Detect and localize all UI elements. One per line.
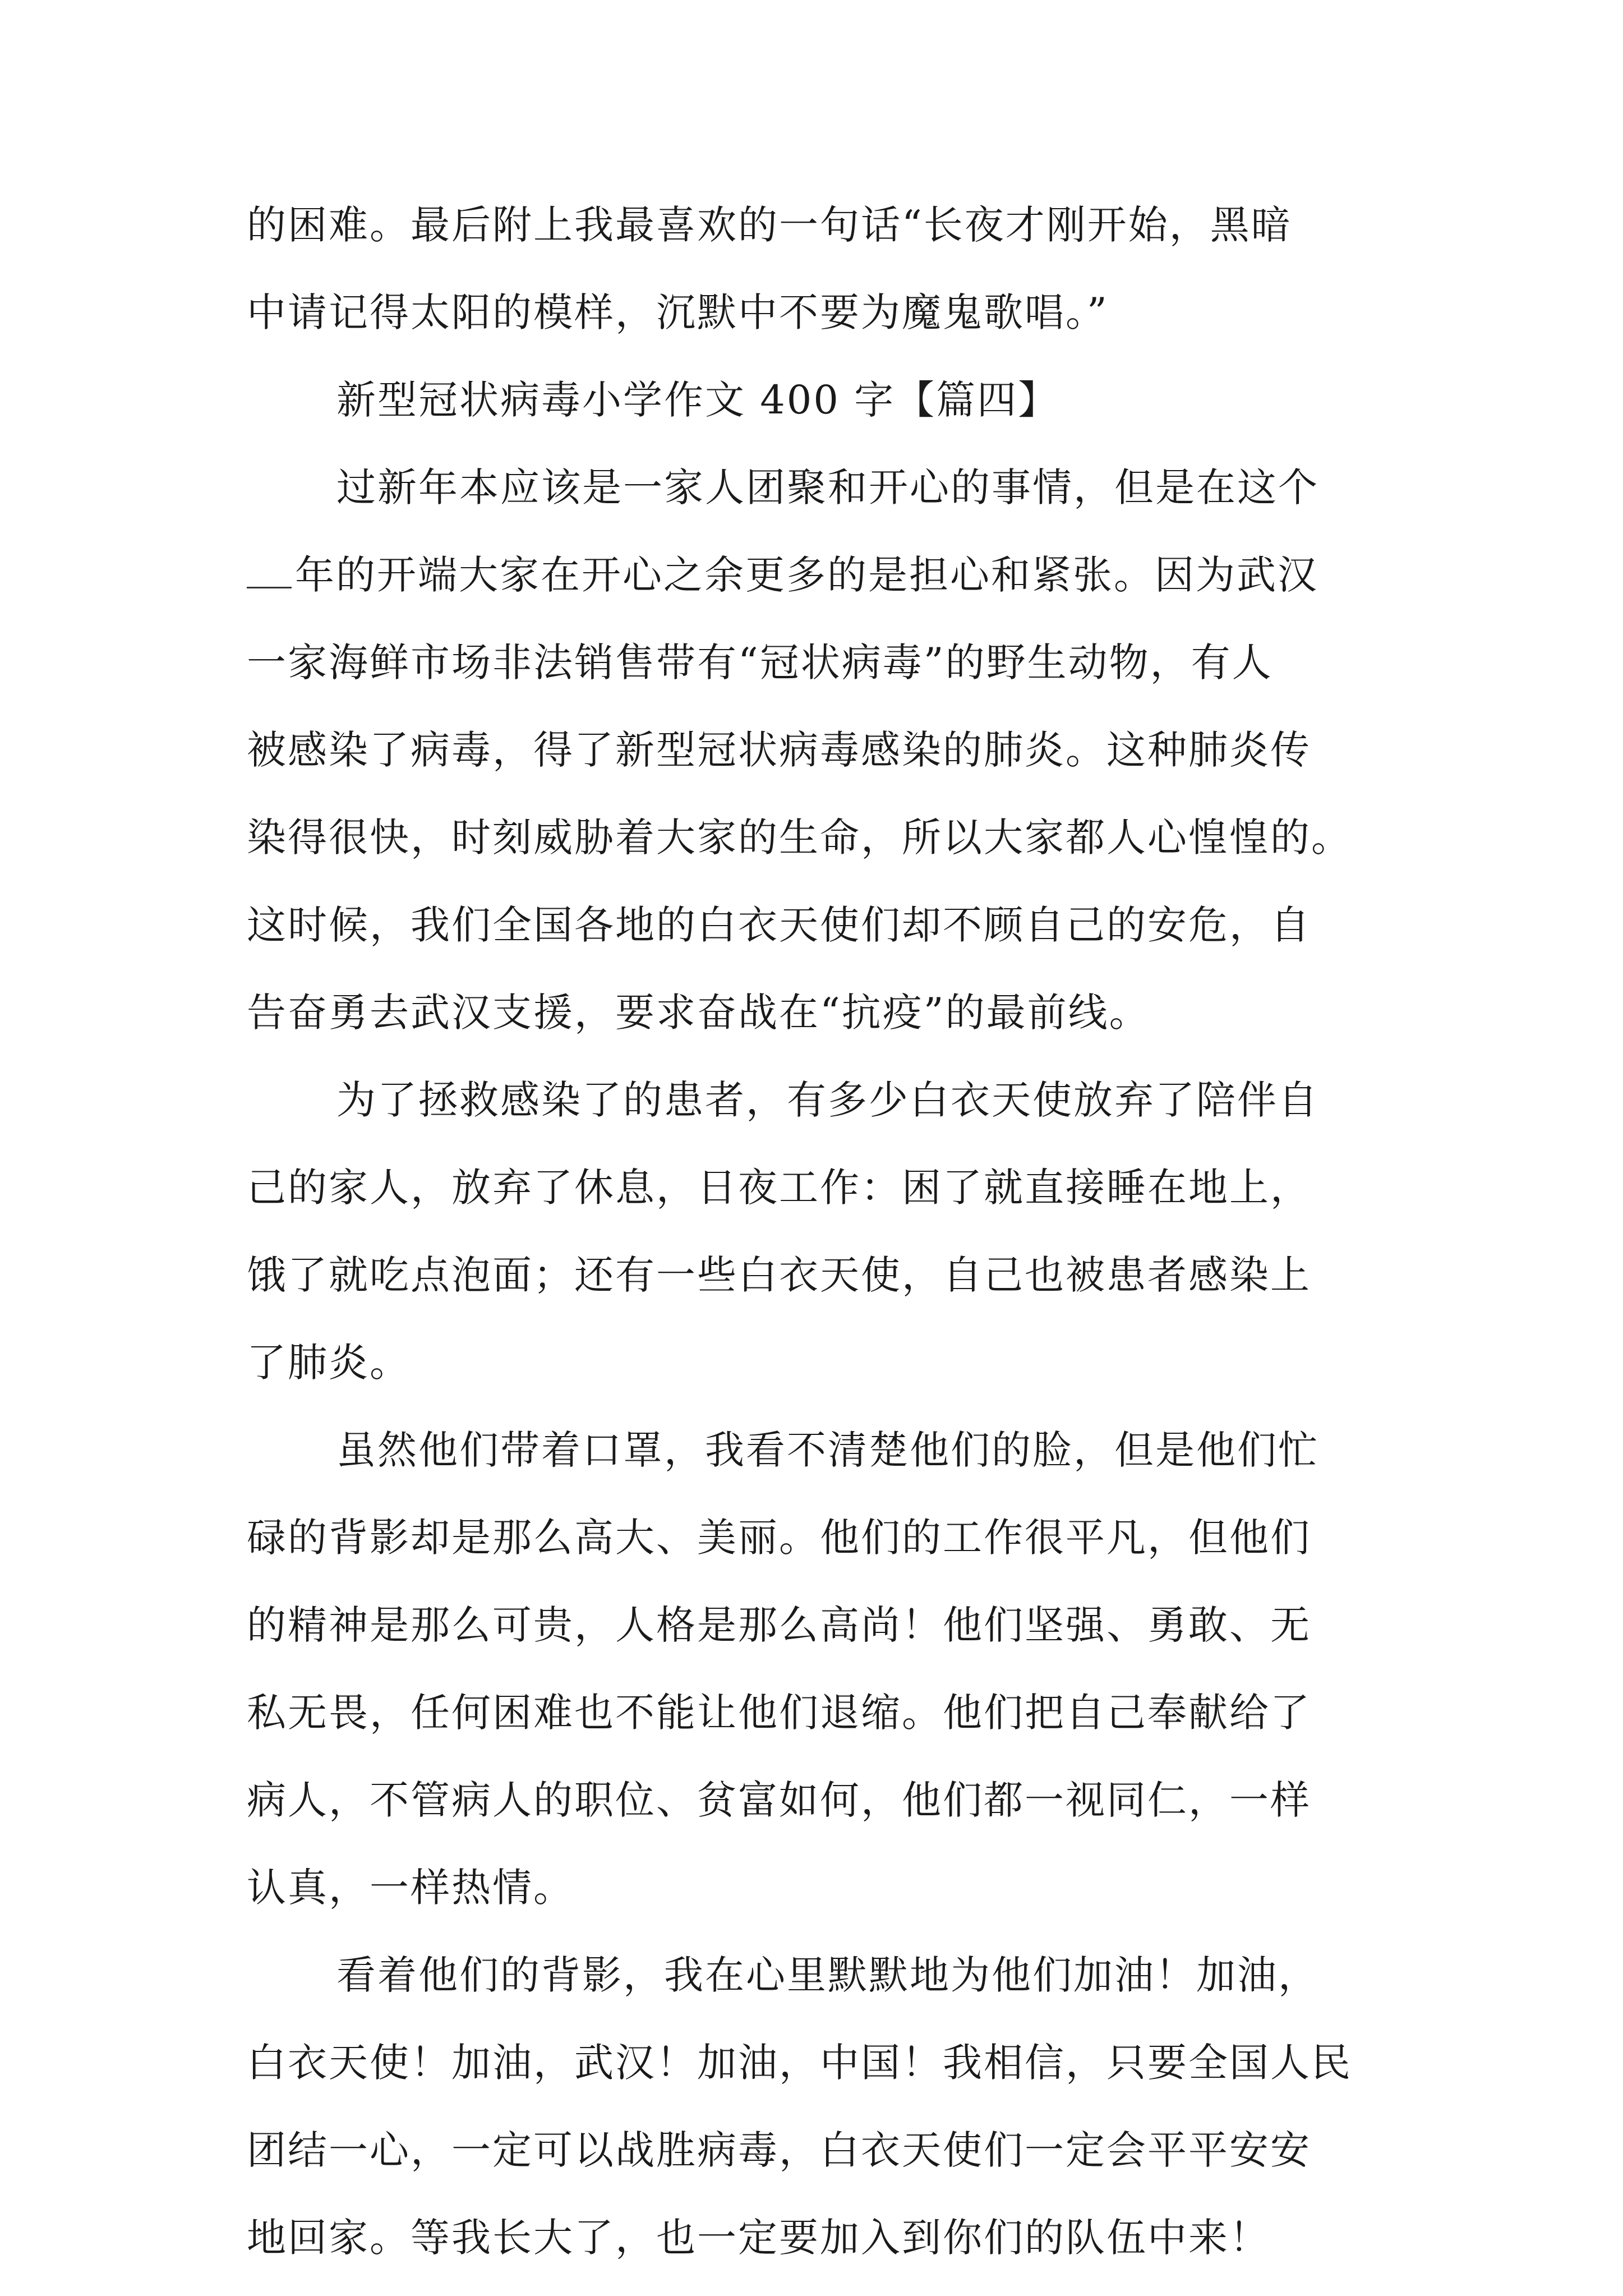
text-line: 私无畏，任何困难也不能让他们退缩。他们把自己奉献给了 (247, 1690, 1311, 1736)
text-line: 碌的背影却是那么高大、美丽。他们的工作很平凡，但他们 (247, 1515, 1311, 1561)
text-line: 一家海鲜市场非法销售带有“冠状病毒”的野生动物，有人 (247, 639, 1273, 685)
text-line: 被感染了病毒，得了新型冠状病毒感染的肺炎。这种肺炎传 (247, 727, 1311, 773)
section-heading: 新型冠状病毒小学作文 400 字【篇四】 (336, 377, 1059, 423)
text-line: 认真，一样热情。 (247, 1865, 574, 1911)
text-line: 这时候，我们全国各地的白衣天使们却不顾自己的安危，自 (247, 902, 1311, 948)
text-line: 年的开端大家在开心之余更多的是担心和紧张。因为武汉 (295, 552, 1318, 598)
text-line: 了肺炎。 (247, 1340, 411, 1386)
text-line: 的困难。最后附上我最喜欢的一句话“长夜才刚开始，黑暗 (247, 202, 1292, 248)
text-line: 虽然他们带着口罩，我看不清楚他们的脸，但是他们忙 (336, 1427, 1319, 1473)
text-line: 过新年本应该是一家人团聚和开心的事情，但是在这个 (336, 464, 1319, 510)
text-line: 的精神是那么可贵，人格是那么高尚！他们坚强、勇敢、无 (247, 1602, 1311, 1648)
text-line: 饿了就吃点泡面；还有一些白衣天使，自己也被患者感染上 (247, 1252, 1311, 1298)
text-line: 告奋勇去武汉支援，要求奋战在“抗疫”的最前线。 (247, 990, 1150, 1036)
text-line: 地回家。等我长大了，也一定要加入到你们的队伍中来！ (247, 2215, 1270, 2261)
text-line: 为了拯救感染了的患者，有多少白衣天使放弃了陪伴自 (336, 1077, 1319, 1123)
text-line: 白衣天使！加油，武汉！加油，中国！我相信，只要全国人民 (247, 2040, 1352, 2086)
text-line: 中请记得太阳的模样，沉默中不要为魔鬼歌唱。” (247, 289, 1109, 335)
text-line: 病人，不管病人的职位、贫富如何，他们都一视同仁，一样 (247, 1777, 1311, 1823)
text-line: 己的家人，放弃了休息，日夜工作：困了就直接睡在地上， (247, 1165, 1311, 1211)
text-line: 团结一心，一定可以战胜病毒，白衣天使们一定会平平安安 (247, 2127, 1311, 2173)
text-line: 看着他们的背影，我在心里默默地为他们加油！加油， (336, 1952, 1319, 1998)
text-line: 染得很快，时刻威胁着大家的生命，所以大家都人心惶惶的。 (247, 815, 1352, 861)
fill-in-blank (247, 547, 292, 588)
text-line-with-blank (247, 533, 1385, 617)
